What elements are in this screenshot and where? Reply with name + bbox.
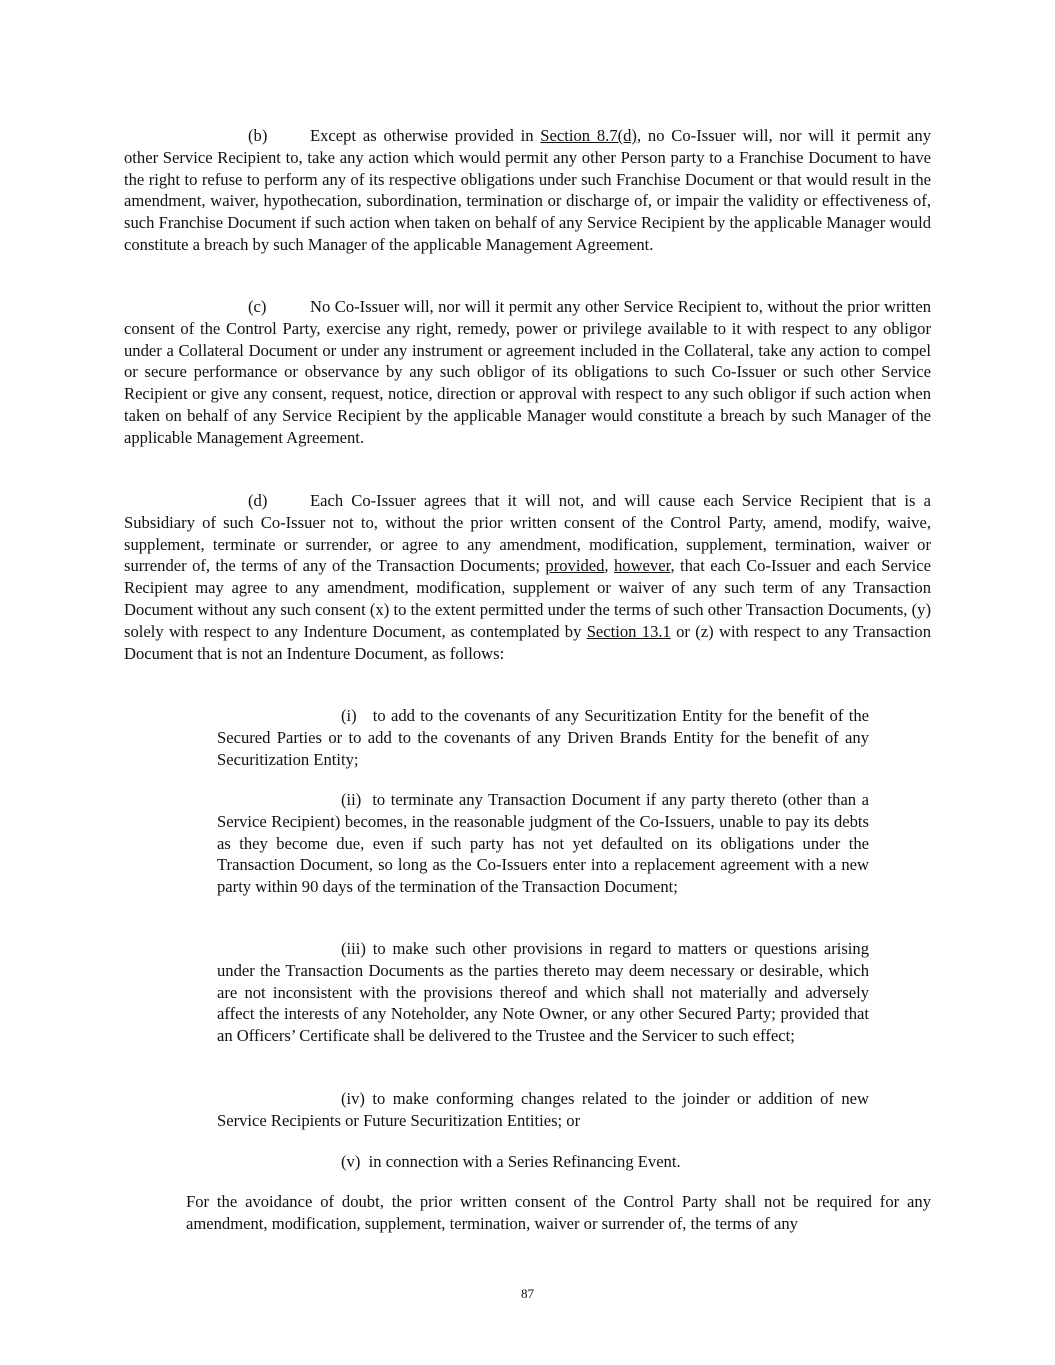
subitem-i: [217, 705, 869, 770]
paragraph-c-label: (c): [248, 297, 267, 316]
paragraph-b-text-1: Except as otherwise provided in: [310, 126, 541, 145]
paragraph-b: [124, 125, 931, 256]
paragraph-d-comma: ,: [604, 556, 614, 576]
section-13-1-reference: Section 13.1: [586, 621, 671, 641]
page-number: 87: [521, 1286, 534, 1301]
paragraph-c-text: No Co-Issuer will, nor will it permit any other Service Recipient to, without the prior written consent of the Control Party, exercise any right, remedy, power or privilege available to it with respect to any obligor under a Collateral Document or under any instrument or agreement included in the Collateral, take any action to compel or secure performance or observance by any such obligor of its obligations to such Co-Issuer or such other Service Recipient or give any consent, request, notice, direction or approval with respect to any such obligor if such action when taken on behalf of any Service Recipient by the applicable Manager would constitute a breach by such Manager of the applicable Management Agreement.: [124, 297, 931, 447]
subitem-iii: [217, 938, 869, 1047]
subitem-iii-text: (iii) to make such other provisions in regard to matters or questions arising under the Transaction Documents as the parties thereto may deem necessary or desirable, which are not inconsistent with the provisions thereof and which shall not materially and adversely affect the interests of any Noteholder, any Note Owner, or any other Secured Party; provided that an Officers’ Certificate shall be delivered to the Trustee and the Servicer to such effect;: [217, 939, 869, 1046]
subitem-ii-text: (ii) to terminate any Transaction Document if any party thereto (other than a Service Recipient) becomes, in the reasonable judgment of the Co-Issuers, unable to pay its debts as they become due, even if such party has not yet defaulted on its obligations under the Transaction Document, so long as the Co-Issuers enter into a replacement agreement with a new party within 90 days of the termination of the Transaction Document;: [217, 790, 869, 897]
subitem-v: [217, 1151, 869, 1173]
subitem-iv: [217, 1088, 869, 1132]
paragraph-d: [124, 490, 931, 664]
paragraph-d-label: (d): [248, 491, 268, 510]
subitem-v-text: (v) in connection with a Series Refinancing Event.: [341, 1152, 681, 1171]
paragraph-d-text-1: Each Co-Issuer agrees that it will not, and will cause each Service Recipient that is a Subsidiary of such Co-Issuer not to, without the prior written consent of the Control Party, amend, modify, waive, supplement, terminate or surrender, or agree to any amendment, modification, supplement, termination, waiver or surrender of, the terms of any of the Transaction Documents;: [124, 491, 931, 576]
however-term: however: [613, 556, 671, 576]
subitem-i-text: (i) to add to the covenants of any Securitization Entity for the benefit of the Secured Parties or to add to the covenants of any Driven Brands Entity for the benefit of any Securitization Entity;: [217, 706, 869, 769]
subitem-iv-text: (iv) to make conforming changes related to the joinder or addition of new Service Recipients or Future Securitization Entities; or: [217, 1089, 869, 1130]
closing-paragraph: For the avoidance of doubt, the prior written consent of the Control Party shall not be required for any amendment, modification, supplement, termination, waiver or surrender of, the terms of any: [186, 1192, 931, 1233]
paragraph-d-text-2: , that each Co-Issuer and each Service Recipient may agree to any amendment, modification, supplement or waiver of any such term of any Transaction Document without any such consent (x) to the extent permitted under the terms of such other Transaction Documents, (y) solely with respect to any Indenture Document, as contemplated by: [124, 556, 931, 641]
provided-term: provided: [545, 556, 605, 576]
paragraph-d-text-3: or (z) with respect to any Transaction Document that is not an Indenture Document, as follows:: [124, 621, 931, 663]
paragraph-b-label: (b): [248, 126, 268, 145]
subitem-ii: [217, 789, 869, 898]
section-8-7d-reference: Section 8.7(d): [540, 126, 637, 145]
paragraph-c: [124, 296, 931, 449]
paragraph-b-text-2: , no Co-Issuer will, nor will it permit any other Service Recipient to, take any action which would permit any other Person party to a Franchise Document to have the right to refuse to perform any of its respective obligations under such Franchise Document or that would result in the amendment, waiver, hypothecation, subordination, termination or discharge of, or impair the validity or effectiveness of, such Franchise Document if such action when taken on behalf of any Service Recipient by the applicable Manager would constitute a breach by such Manager of the applicable Management Agreement.: [124, 126, 932, 254]
